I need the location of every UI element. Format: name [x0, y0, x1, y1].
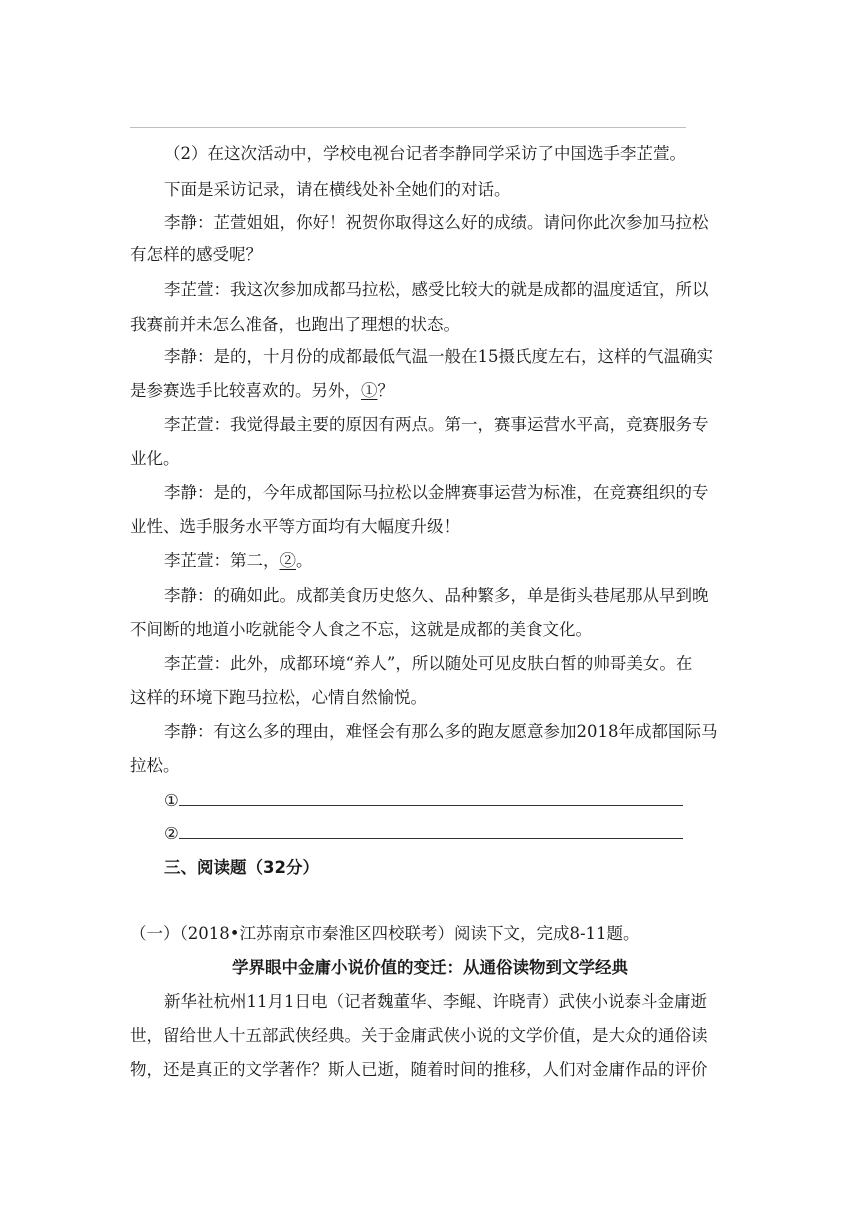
- blank-marker: ①: [361, 381, 378, 400]
- dialogue-line: 业化。: [130, 449, 180, 468]
- question-instruction: 下面是采访记录，请在横线处补全她们的对话。: [164, 180, 511, 199]
- dialogue-line: 李静：有这么多的理由，难怪会有那么多的跑友愿意参加2018年成都国际马: [164, 722, 718, 741]
- dialogue-line: [130, 550, 730, 572]
- dialogue-text: ？: [377, 381, 394, 400]
- dialogue-line: 李芷萱：我觉得最主要的原因有两点。第一，赛事运营水平高，竞赛服务专: [164, 415, 709, 434]
- article-text: 世，留给世人十五部武侠经典。关于金庸武侠小说的文学价值，是大众的通俗读: [130, 1026, 708, 1045]
- answer-label: ②: [164, 824, 179, 843]
- dialogue-line: 这样的环境下跑马拉松，心情自然愉悦。: [130, 688, 427, 707]
- answer-line[interactable]: [179, 789, 683, 806]
- dialogue-line: 我赛前并未怎么准备，也跑出了理想的状态。: [130, 315, 460, 334]
- section-heading: 三、阅读题（32分）: [164, 858, 319, 877]
- dialogue-line: 李芷萱：此外，成都环境“养人”，所以随处可见皮肤白皙的帅哥美女。在: [164, 654, 693, 673]
- dialogue-text: 。: [296, 551, 313, 570]
- answer-blank-2[interactable]: [130, 822, 730, 845]
- passage-source: （一）（2018•江苏南京市秦淮区四校联考）阅读下文，完成8-11题。: [130, 924, 640, 943]
- dialogue-line: [130, 380, 730, 402]
- dialogue-line: 李静：是的，今年成都国际马拉松以金牌赛事运营为标准，在竞赛组织的专: [164, 483, 709, 502]
- answer-label: ①: [164, 791, 179, 810]
- blank-marker: ②: [279, 551, 296, 570]
- question-intro: （2）在这次活动中，学校电视台记者李静同学采访了中国选手李芷萱。: [164, 144, 686, 163]
- dialogue-line: 李芷萱：我这次参加成都马拉松，感受比较大的就是成都的温度适宜，所以: [164, 280, 709, 299]
- article-title: 学界眼中金庸小说价值的变迁：从通俗读物到文学经典: [232, 958, 628, 977]
- article-text: 物，还是真正的文学著作？斯人已逝，随着时间的推移，人们对金庸作品的评价: [130, 1060, 708, 1079]
- answer-line[interactable]: [179, 822, 683, 839]
- dialogue-line: 李静：的确如此。成都美食历史悠久、品种繁多，单是街头巷尾那从早到晚: [164, 586, 709, 605]
- dialogue-text: 是参赛选手比较喜欢的。另外，: [130, 381, 361, 400]
- dialogue-line: 李静：芷萱姐姐，你好！祝贺你取得这么好的成绩。请问你此次参加马拉松: [164, 213, 709, 232]
- dialogue-text: 李芷萱：第二，: [164, 551, 280, 570]
- dialogue-line: 业性、选手服务水平等方面均有大幅度升级！: [130, 517, 460, 536]
- dialogue-line: 李静：是的，十月份的成都最低气温一般在15摄氏度左右，这样的气温确实: [164, 347, 713, 366]
- answer-blank-1[interactable]: [130, 789, 730, 812]
- dialogue-line: 不间断的地道小吃就能令人食之不忘，这就是成都的美食文化。: [130, 620, 592, 639]
- article-text: 新华社杭州11月1日电（记者魏董华、李鲲、许晓青）武侠小说泰斗金庸逝: [164, 992, 707, 1011]
- dialogue-line: 拉松。: [130, 756, 180, 775]
- dialogue-line: 有怎样的感受呢？: [130, 245, 262, 264]
- header-divider: [130, 127, 686, 128]
